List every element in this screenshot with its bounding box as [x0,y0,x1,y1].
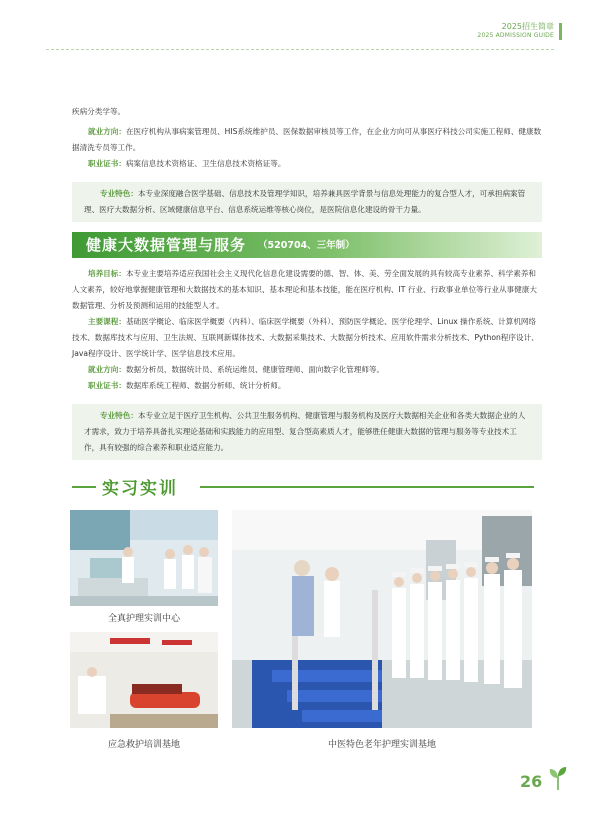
photo-emergency-base [70,632,218,728]
prev-feature-label: 专业特色： [100,189,138,198]
header-accent-bar [559,23,562,40]
sprout-icon [548,766,568,790]
practice-title: 实习实训 [102,479,178,499]
prev-feature-text: 本专业深度融合医学基础、信息技术及管理学知识，培养兼具医学背景与信息处理能力的复合型人才，可承担病案管理、医疗大数据分析、区域健康信息平台、信息系统运维等核心岗位，是医院信息化建设的骨干力量。 [84,189,526,214]
photo-elderly-care-base [232,510,532,728]
major-code: （520704、三年制） [258,240,355,251]
major-career [72,362,542,378]
caption-nursing-center: 全真护理实训中心 [107,614,180,624]
page-header [477,22,554,40]
prev-cert [72,156,542,172]
major-goal [72,266,542,314]
major-cert-text: 数据库系统工程师、数据分析师、统计分析师。 [125,381,286,390]
major-cert [72,378,542,394]
major-courses [72,314,542,362]
prev-career-text: 在医疗机构从事病案管理员、HIS系统维护员、医保数据审核员等工作，在企业方向可从事医疗科技公司实施工程师、健康数据清洗专员等工作。 [72,127,542,152]
major-feature-label: 专业特色： [100,411,138,420]
major-courses-label: 主要课程： [88,317,126,326]
major-title-band [72,232,542,258]
major-feature-text: 本专业立足于医疗卫生机构、公共卫生服务机构、健康管理与服务机构及医疗大数据相关企业和各类大数据企业的人才需求，致力于培养具备扎实理论基础和实践能力的应用型、复合型高素质人才，能够胜任健康大数据的管理与服务等专业技术工作，具有较强的综合素养和职业适应能力。 [84,411,526,452]
caption-elderly-care-base: 中医特色老年护理实训基地 [327,740,436,750]
heading-rule-left [72,486,96,488]
prev-continued-text: 疾病分类学等。 [72,107,126,116]
major-goal-text: 本专业主要培养适应我国社会主义现代化信息化建设需要的德、智、体、美、劳全面发展的具有较高专业素养、科学素养和人文素养，较好地掌握健康管理和大数据技术的基本知识、基本理论和基本技能，能在医疗机构、IT 行业、行政事业单位等行业从事健康大数据管理、分析及预测和运用的技能型人才。 [72,269,537,310]
header-title-cn: 2025招生简章 [501,22,554,31]
caption-emergency-base: 应急救护培训基地 [107,740,180,750]
major-career-label: 就业方向： [88,365,126,374]
prev-career-label: 就业方向： [88,127,126,136]
major-courses-text: 基础医学概论、临床医学概要（内科）、临床医学概要（外科）、预防医学概论、医学伦理学、Linux 操作系统、计算机网络技术、数据库技术与应用、卫生法规、互联网新媒体技术、大数据采集技术、大数据分析技术、应用软件需求分析技术、Python程序设计、Java程序设计、医学统计学、医学信息技术应用。 [72,317,539,358]
page-number: 26 [520,772,543,791]
major-title: 健康大数据管理与服务 [86,236,247,254]
heading-rule-right [200,486,534,488]
prev-cert-label: 职业证书： [88,159,126,168]
major-cert-label: 职业证书： [88,381,126,390]
prev-career [72,124,542,156]
prev-cert-text: 病案信息技术资格证、卫生信息技术资格证等。 [125,159,286,168]
practice-heading [72,474,534,498]
major-career-text: 数据分析员、数据统计员、系统运维员、健康管理师、面向数字化管理师等。 [125,365,385,374]
photo-nursing-center [70,510,218,606]
prev-feature-box [72,182,542,222]
header-divider [46,49,554,50]
major-goal-label: 培养目标： [88,269,126,278]
major-feature-box [72,404,542,460]
header-title-en: 2025 ADMISSION GUIDE [477,32,554,39]
